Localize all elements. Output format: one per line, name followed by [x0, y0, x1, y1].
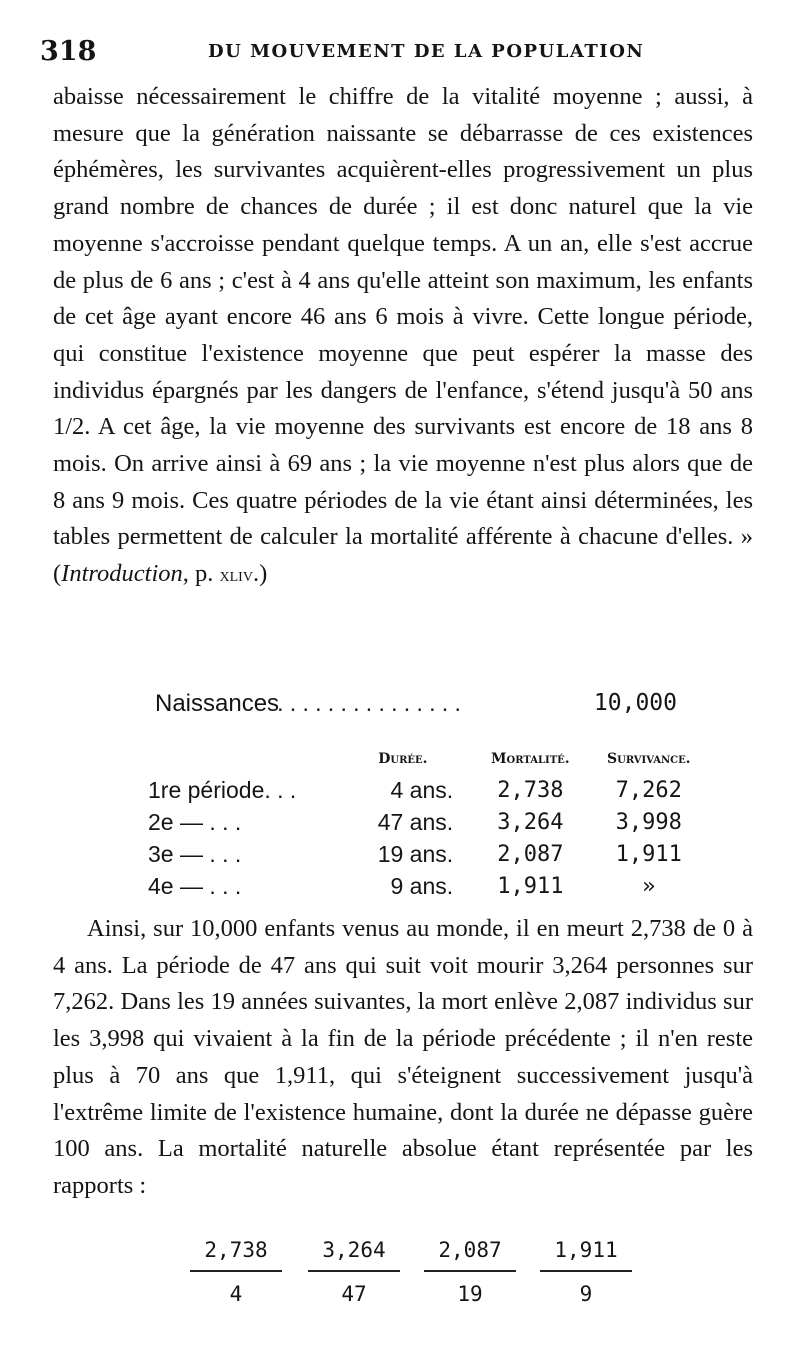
table-row — [148, 870, 708, 902]
periods-table — [148, 748, 708, 902]
running-title: DU MOUVEMENT DE LA POPULATION — [208, 41, 645, 62]
paragraph-continuation — [53, 79, 753, 594]
ratio-denominator: 9 — [579, 1282, 593, 1306]
ratio-fraction — [190, 1238, 282, 1306]
ratio-numerator: 2,087 — [424, 1238, 516, 1272]
births-label: Naissances — [155, 690, 280, 717]
mortality-cell: 3,264 — [497, 809, 564, 835]
ratio-fraction — [424, 1238, 516, 1306]
paragraph-2: Ainsi, sur 10,000 enfants venus au monde, il en meurt 2,738 de 0 à 4 ans. La période de 47 ans qui suit voit mourir 3,264 personnes sur 7,262. Dans les 19 années suivantes, la mort enlève 2,087 individus sur les 3,998 qui vivaient à la fin de la période précédente ; il n'en reste plus à 70 ans que 1,911, qui s'éteignent successivement jusqu'à l'extrême limite de l'existence humaine, dont la durée ne dépasse guère 100 ans. La mortalité naturelle absolue étant représentée par les rapports : — [53, 915, 753, 1199]
table-header — [148, 748, 335, 774]
period-cell: 2e — . . . — [148, 808, 242, 835]
survival-cell: 3,998 — [615, 809, 682, 835]
table-header: Durée. — [378, 751, 428, 767]
ratio-fraction — [540, 1238, 632, 1306]
ratio-fraction — [308, 1238, 400, 1306]
ratio-numerator: 1,911 — [540, 1238, 632, 1272]
table-row — [148, 838, 708, 870]
ratio-denominator: 47 — [341, 1282, 367, 1306]
reference-title: Introduction — [61, 560, 183, 588]
reference-page: xliv — [219, 564, 253, 587]
survival-cell: 1,911 — [615, 841, 682, 867]
ratio-denominator: 4 — [229, 1282, 243, 1306]
table-header: Mortalité. — [491, 751, 570, 767]
births-leader-dots: ............... — [277, 690, 468, 717]
table-row — [148, 774, 708, 806]
table-header: Survivance. — [607, 751, 691, 767]
period-cell: 1re période. . . — [148, 776, 297, 803]
births-line — [155, 690, 685, 724]
page-number: 318 — [40, 36, 97, 67]
ratio-denominator: 19 — [457, 1282, 483, 1306]
page-header — [40, 36, 760, 70]
reference-connector: , p. — [182, 560, 220, 588]
duration-cell: 9 ans. — [390, 872, 454, 899]
survival-cell: » — [642, 873, 656, 899]
births-value: 10,000 — [593, 690, 677, 716]
table-row — [148, 806, 708, 838]
ratios-row — [190, 1238, 640, 1318]
period-cell: 4e — . . . — [148, 872, 242, 899]
duration-cell: 19 ans. — [377, 840, 454, 867]
mortality-cell: 2,738 — [497, 777, 564, 803]
ratio-numerator: 2,738 — [190, 1238, 282, 1272]
reference-close: .) — [252, 560, 268, 588]
mortality-cell: 2,087 — [497, 841, 564, 867]
table-header-row — [148, 748, 708, 774]
survival-cell: 7,262 — [615, 777, 682, 803]
ratio-numerator: 3,264 — [308, 1238, 400, 1272]
duration-cell: 47 ans. — [377, 808, 454, 835]
duration-cell: 4 ans. — [390, 776, 454, 803]
mortality-cell: 1,911 — [497, 873, 564, 899]
period-cell: 3e — . . . — [148, 840, 242, 867]
paragraph-1-text: abaisse nécessairement le chiffre de la vitalité moyenne ; aussi, à mesure que la génération naissante se débarrasse de ces existences éphémères, les survivantes acquièrent-elles progressivement un plus grand nombre de chances de durée ; il est donc naturel que la vie moyenne s'accroisse pendant quelque temps. A un an, elle s'est accrue de plus de 6 ans ; c'est à 4 ans qu'elle atteint son maximum, les enfants de cet âge ayant encore 46 ans 6 mois à vivre. Cette longue période, qui constitue l'existence moyenne que peut espérer la masse des individus épargnés par les dangers de l'enfance, s'étend jusqu'à 50 ans 1/2. A cet âge, la vie moyenne des survivants est encore de 18 ans 8 mois. On arrive ainsi à 69 ans ; la vie moyenne n'est plus alors que de 8 ans 9 mois. Ces quatre périodes de la vie étant ainsi déterminées, les tables permettent de calculer la mortalité afférente à chacune d'elles. » ( — [53, 83, 753, 588]
